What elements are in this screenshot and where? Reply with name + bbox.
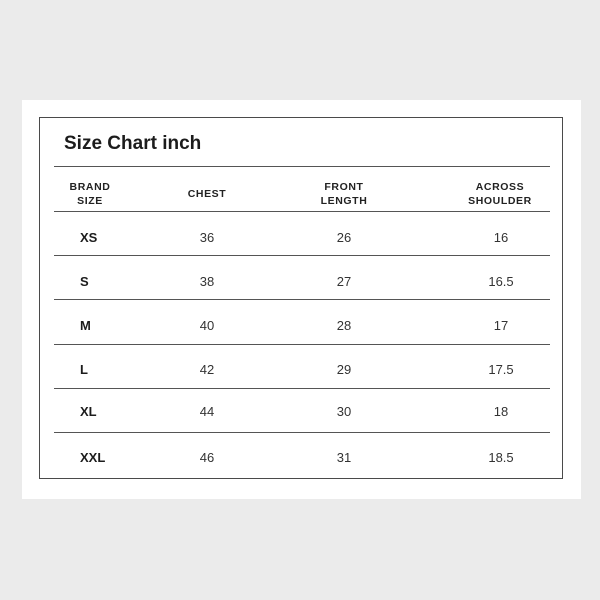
row-divider	[54, 388, 550, 389]
across-shoulder-cell: 17	[493, 318, 509, 333]
size-cell: XXL	[80, 450, 106, 465]
chest-cell: 42	[199, 362, 215, 377]
chest-cell: 44	[199, 404, 215, 419]
column-header-front-length	[304, 180, 384, 208]
front-length-cell: 31	[336, 450, 352, 465]
size-cell: M	[80, 318, 91, 333]
table-row	[40, 272, 562, 292]
column-header-brand-size	[58, 180, 122, 208]
column-header-line: SHOULDER	[468, 195, 532, 207]
across-shoulder-cell: 18.5	[488, 450, 514, 465]
across-shoulder-cell: 16	[493, 230, 509, 245]
chest-cell: 38	[199, 274, 215, 289]
size-cell: S	[80, 274, 89, 289]
size-cell: L	[80, 362, 88, 377]
front-length-cell: 29	[336, 362, 352, 377]
column-header-line: FRONT	[324, 181, 364, 193]
size-chart-card	[22, 100, 581, 499]
header-bottom-divider	[54, 211, 550, 212]
across-shoulder-cell: 16.5	[488, 274, 514, 289]
column-header-line: CHEST	[187, 188, 227, 200]
header-top-divider	[54, 166, 550, 167]
row-divider	[54, 299, 550, 300]
page-title: Size Chart inch	[64, 133, 202, 154]
table-row	[40, 360, 562, 380]
size-cell: XL	[80, 404, 97, 419]
front-length-cell: 26	[336, 230, 352, 245]
column-header-line: LENGTH	[320, 195, 368, 207]
table-row	[40, 448, 562, 468]
column-header-chest	[167, 187, 247, 201]
size-chart-frame	[39, 117, 563, 479]
across-shoulder-cell: 18	[493, 404, 509, 419]
column-header-line: BRAND	[69, 181, 111, 193]
column-header-line: SIZE	[77, 195, 103, 207]
front-length-cell: 30	[336, 404, 352, 419]
table-row	[40, 402, 562, 422]
chest-cell: 36	[199, 230, 215, 245]
across-shoulder-cell: 17.5	[488, 362, 514, 377]
row-divider	[54, 255, 550, 256]
row-divider	[54, 432, 550, 433]
chest-cell: 46	[199, 450, 215, 465]
row-divider	[54, 344, 550, 345]
front-length-cell: 27	[336, 274, 352, 289]
table-row	[40, 316, 562, 336]
chest-cell: 40	[199, 318, 215, 333]
size-cell: XS	[80, 230, 98, 245]
column-header-line: ACROSS	[475, 181, 525, 193]
column-header-across-shoulder	[452, 180, 548, 208]
table-row	[40, 228, 562, 248]
front-length-cell: 28	[336, 318, 352, 333]
